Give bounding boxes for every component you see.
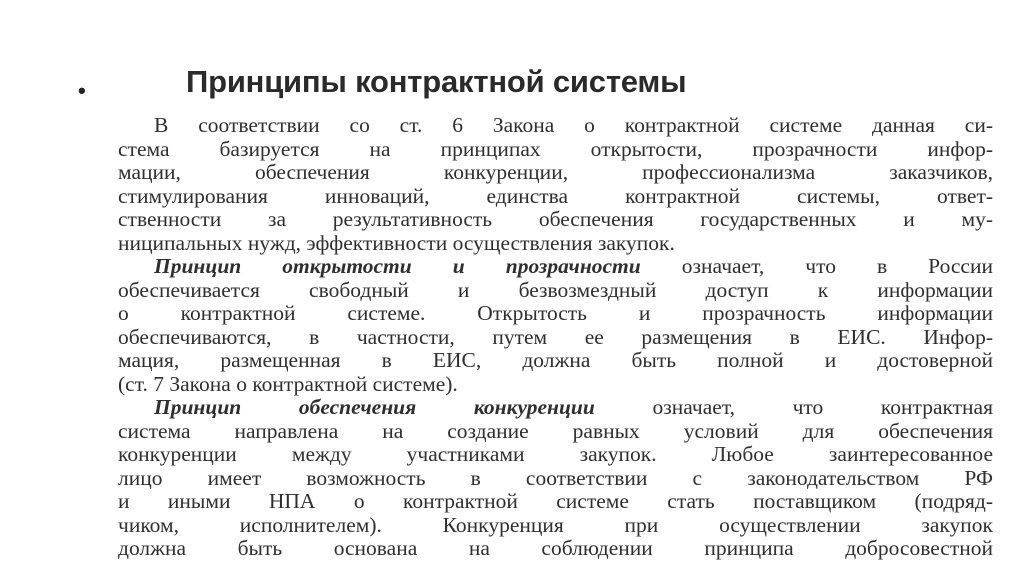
text-line: мация, размещенная в ЕИС, должна быть полной и достоверной [118,349,993,372]
page-title: Принципы контрактной системы [186,64,687,99]
body-text [118,114,993,561]
principle-term: Принцип обеспечения конкуренции [154,396,595,419]
text-fragment: означает, что в России [640,255,993,278]
text-line: стема базируется на принципах открытости, прозрачности инфор- [118,137,993,161]
text-line: о контрактной системе. Открытость и прозрачность информации [118,302,993,325]
text-line: должна быть основана на соблюдении принципа добросовестной [118,537,993,560]
text-line: конкуренции между участниками закупок. Любое заинтересованное [118,443,993,466]
text-line [118,255,993,279]
text-line: система направлена на создание равных условий для обеспечения [118,419,993,443]
text-line [118,396,993,420]
bullet-marker: • [78,78,86,103]
text-line: В соответствии со ст. 6 Закона о контрактной системе данная си- [154,114,993,137]
text-line: мации, обеспечения конкуренции, профессионализма заказчиков, [118,161,993,184]
text-line: обеспечиваются, в частности, путем ее размещения в ЕИС. Инфор- [118,325,993,349]
text-line: лицо имеет возможность в соответствии с законодательством РФ [118,466,993,490]
text-line: и иными НПА о контрактной системе стать поставщиком (подряд- [118,490,993,513]
text-line: ниципальных нужд, эффективности осуществления закупок. [118,231,675,255]
text-line: чиком, исполнителем). Конкуренция при осуществлении закупок [118,513,993,537]
text-line: стимулирования инноваций, единства контрактной системы, ответ- [118,184,993,208]
text-line: обеспечивается свободный и безвозмездный доступ к информации [118,278,993,302]
text-line: (ст. 7 Закона о контрактной системе). [118,372,458,396]
text-line: ственности за результативность обеспечения государственных и му- [118,208,993,231]
text-fragment: означает, что контрактная [594,396,993,419]
principle-term: Принцип открытости и прозрачности [154,255,641,278]
